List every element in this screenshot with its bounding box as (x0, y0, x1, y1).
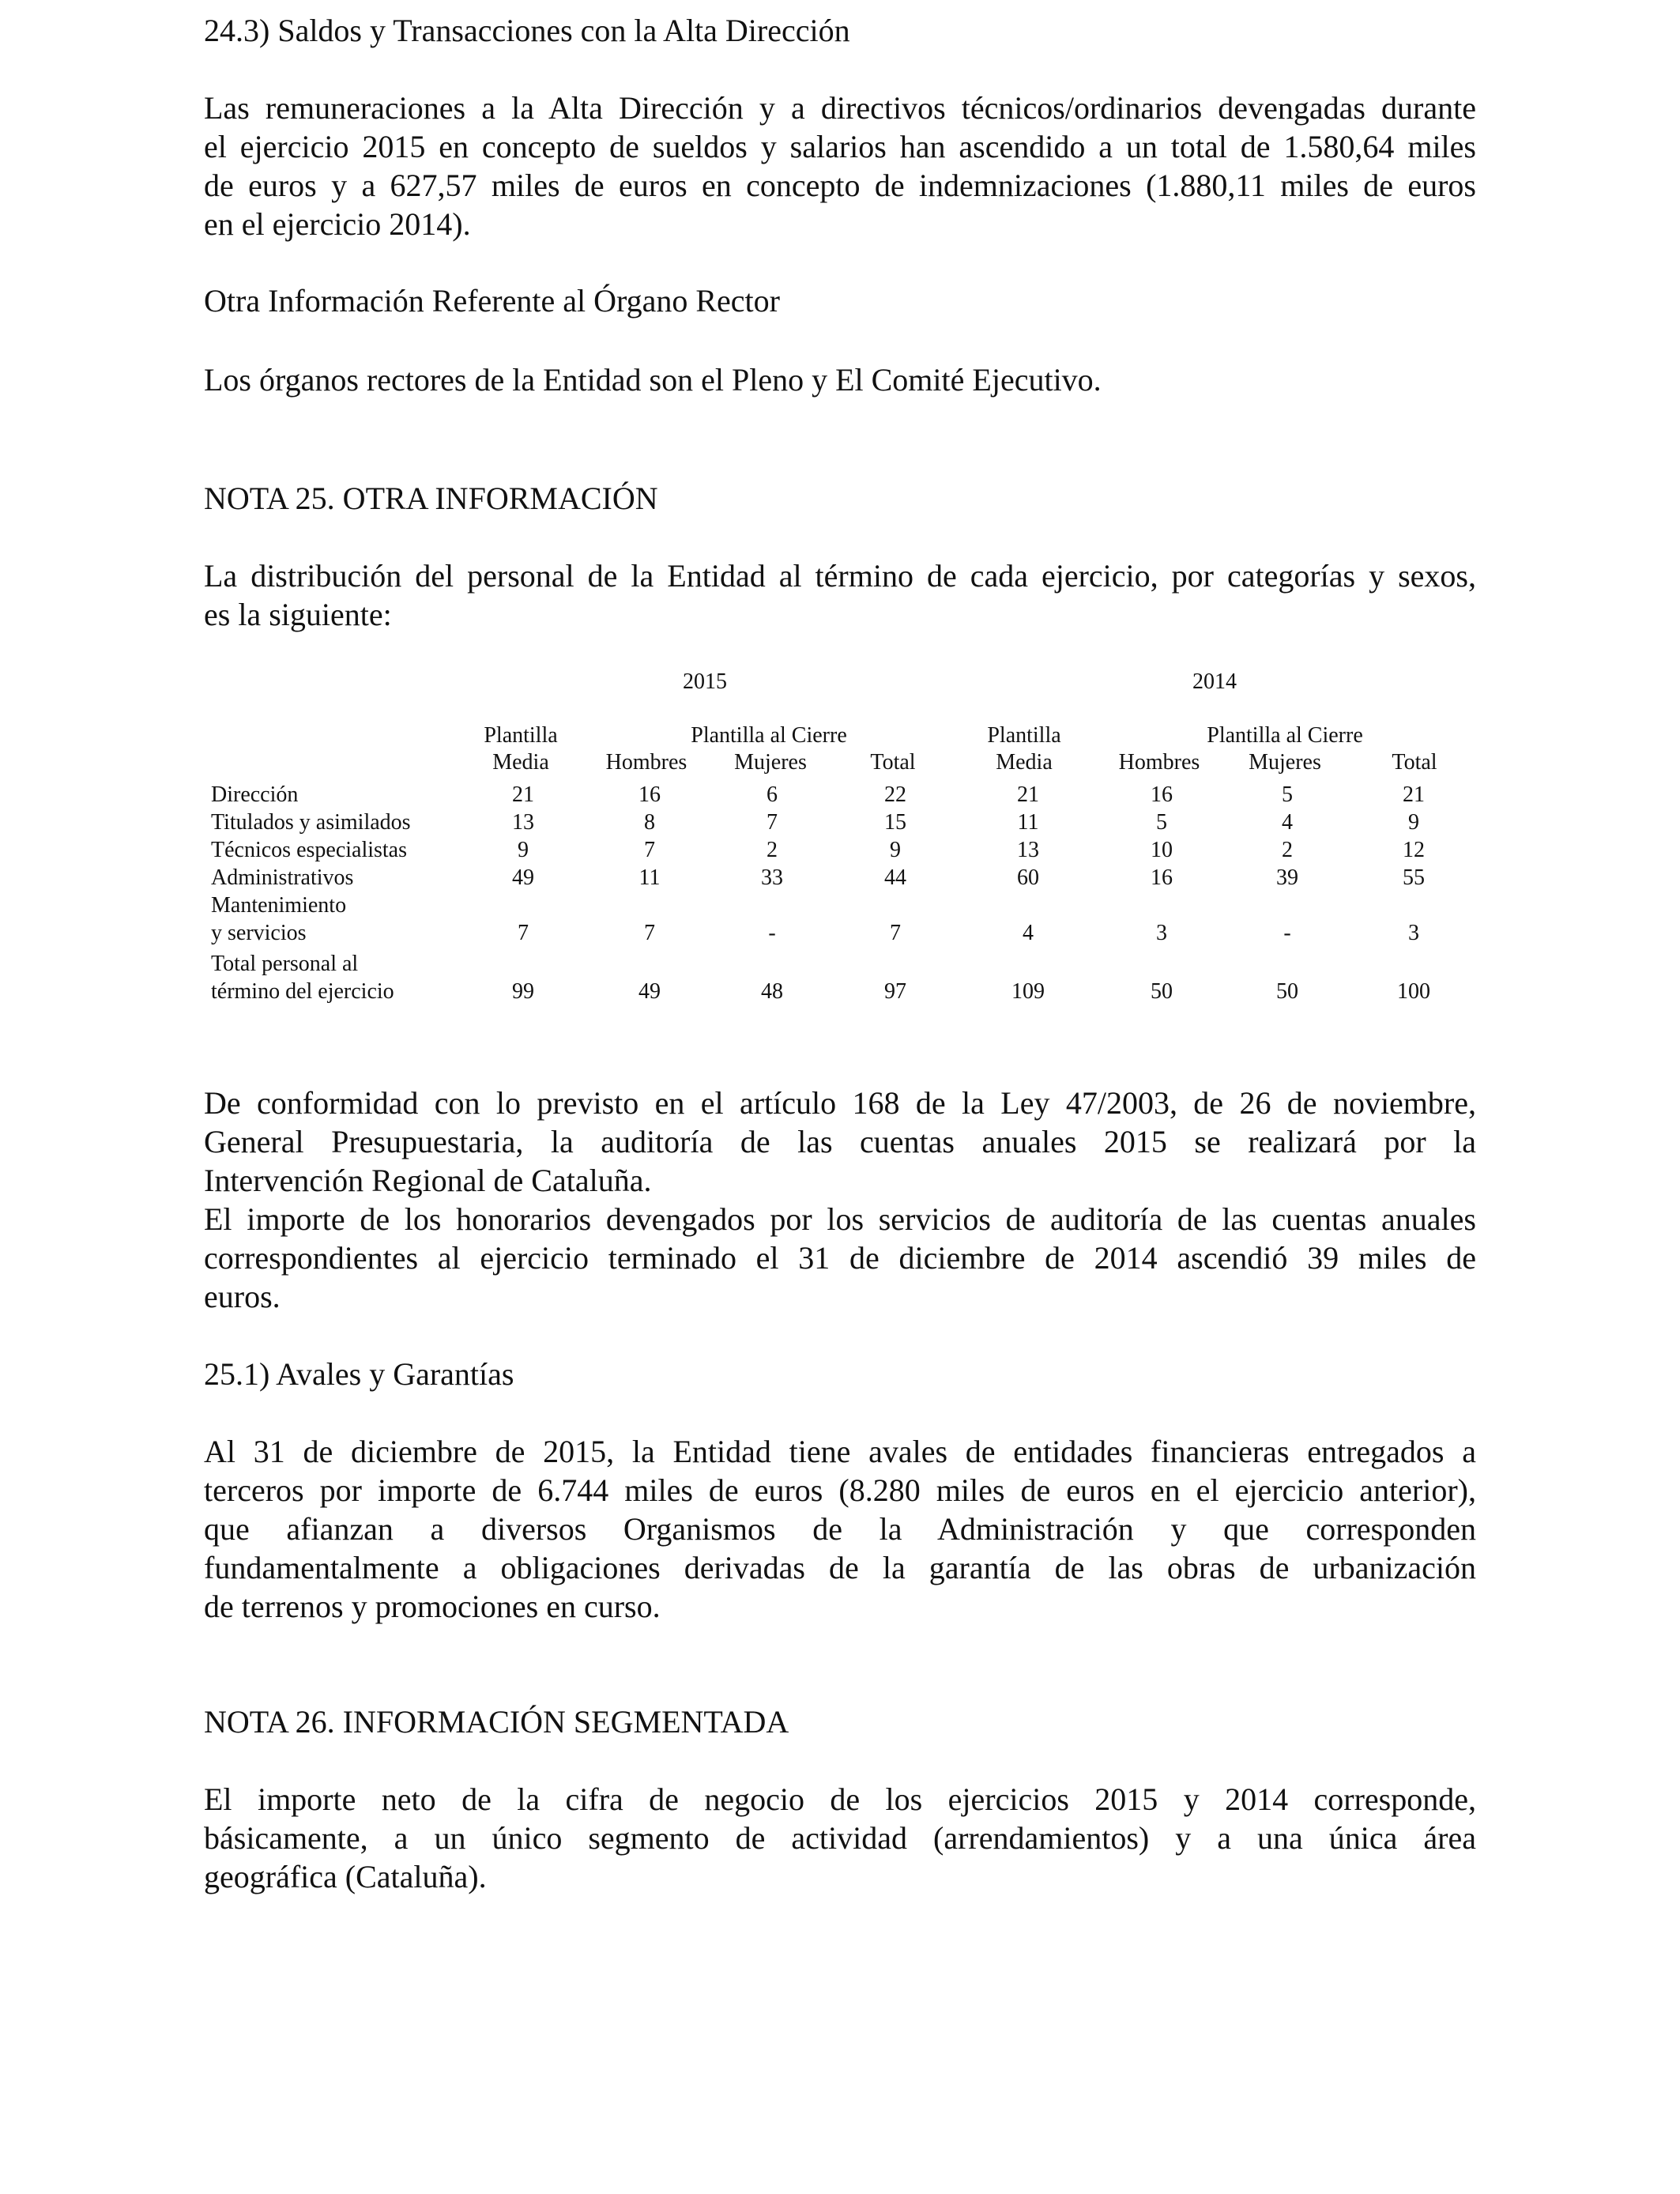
paragraph-line: De conformidad con lo previsto en el artículo 168 de la Ley 47/2003, de 26 de noviembre, (204, 1085, 1476, 1121)
table-cell: 55 (1403, 865, 1425, 890)
header-hombres-2014: Hombres (1118, 750, 1200, 775)
table-cell: 49 (512, 865, 534, 890)
table-cell: 50 (1276, 979, 1298, 1004)
table-cell: 6 (767, 782, 778, 807)
paragraph-line: General Presupuestaria, la auditoría de las cuentas anuales 2015 se realizará por la (204, 1124, 1476, 1159)
row-label: Titulados y asimilados (211, 810, 411, 835)
table-cell: 60 (1017, 865, 1039, 890)
table-cell: 99 (512, 979, 534, 1004)
table-cell: 7 (890, 921, 901, 945)
table-cell: 10 (1151, 838, 1173, 862)
section-25-1-paragraph (204, 1432, 1476, 1626)
paragraph-line: euros. (204, 1279, 281, 1314)
paragraph-line: El importe neto de la cifra de negocio de los ejercicios 2015 y 2014 corresponde, (204, 1781, 1476, 1817)
table-cell: 21 (512, 782, 534, 807)
row-label: y servicios (211, 921, 307, 945)
header-plantilla-cierre-2015: Plantilla al Cierre (691, 723, 847, 748)
table-cell: 12 (1403, 838, 1425, 862)
table-cell: 11 (638, 865, 661, 890)
section-25-1-heading: 25.1) Avales y Garantías (204, 1356, 514, 1392)
header-plantilla-2014: Plantilla (987, 723, 1061, 748)
paragraph-line: de euros y a 627,57 miles de euros en concepto de indemnizaciones (1.880,11 miles de euros (204, 168, 1476, 203)
paragraph-line: en el ejercicio 2014). (204, 206, 471, 242)
table-cell: 2 (1282, 838, 1293, 862)
table-cell: 7 (518, 921, 529, 945)
table-cell: 3 (1408, 921, 1419, 945)
header-plantilla-2015: Plantilla (484, 723, 558, 748)
table-cell: 7 (644, 838, 655, 862)
header-mujeres-2015: Mujeres (734, 750, 807, 775)
table-cell: 21 (1403, 782, 1425, 807)
paragraph-line: La distribución del personal de la Entidad al término de cada ejercicio, por categorías y sexos, (204, 558, 1476, 594)
organo-rector-paragraph: Los órganos rectores de la Entidad son el Pleno y El Comité Ejecutivo. (204, 362, 1102, 398)
table-cell: 9 (890, 838, 901, 862)
table-cell: 3 (1156, 921, 1167, 945)
table-cell: 49 (638, 979, 661, 1004)
table-cell: 5 (1156, 810, 1167, 835)
table-cell: 39 (1276, 865, 1298, 890)
table-cell: 8 (644, 810, 655, 835)
table-cell: 5 (1282, 782, 1293, 807)
organo-rector-subheading: Otra Información Referente al Órgano Rector (204, 283, 780, 319)
row-label: Administrativos (211, 865, 354, 890)
year-header-2014: 2014 (1192, 669, 1237, 694)
audit-paragraph (204, 1084, 1476, 1316)
table-cell: 13 (1017, 838, 1039, 862)
table-cell: 7 (767, 810, 778, 835)
paragraph-line: terceros por importe de 6.744 miles de euros (8.280 miles de euros en el ejercicio anterior), (204, 1472, 1476, 1508)
table-cell: - (1283, 921, 1291, 945)
nota-26-paragraph (204, 1780, 1476, 1896)
table-cell: 7 (644, 921, 655, 945)
paragraph-line: básicamente, a un único segmento de actividad (arrendamientos) y a una única área (204, 1820, 1476, 1856)
paragraph-line: geográfica (Cataluña). (204, 1859, 487, 1894)
table-cell: 22 (884, 782, 906, 807)
table-cell: 50 (1151, 979, 1173, 1004)
table-cell: 15 (884, 810, 906, 835)
table-cell: 44 (884, 865, 906, 890)
paragraph-line: Intervención Regional de Cataluña. (204, 1163, 652, 1198)
table-cell: 16 (1151, 782, 1173, 807)
table-cell: 109 (1011, 979, 1045, 1004)
header-total-2015: Total (870, 750, 916, 775)
paragraph-line: que afianzan a diversos Organismos de la Administración y que corresponden (204, 1511, 1476, 1547)
table-cell: 11 (1017, 810, 1039, 835)
row-label: Técnicos especialistas (211, 838, 408, 862)
table-cell: 9 (1408, 810, 1419, 835)
section-24-3-paragraph (204, 89, 1476, 243)
table-cell: 33 (761, 865, 783, 890)
paragraph-line: fundamentalmente a obligaciones derivadas de la garantía de las obras de urbanización (204, 1550, 1476, 1585)
paragraph-line: El importe de los honorarios devengados por los servicios de auditoría de las cuentas anuales (204, 1201, 1476, 1237)
paragraph-line: correspondientes al ejercicio terminado el 31 de diciembre de 2014 ascendió 39 miles de (204, 1240, 1476, 1276)
header-mujeres-2014: Mujeres (1249, 750, 1321, 775)
table-cell: 4 (1282, 810, 1293, 835)
table-cell: 100 (1397, 979, 1430, 1004)
table-cell: - (768, 921, 776, 945)
nota-26-heading: NOTA 26. INFORMACIÓN SEGMENTADA (204, 1704, 789, 1740)
section-24-3-heading: 24.3) Saldos y Transacciones con la Alta Dirección (204, 13, 850, 48)
row-label: Mantenimiento (211, 893, 347, 918)
paragraph-line: es la siguiente: (204, 597, 392, 632)
header-plantilla-cierre-2014: Plantilla al Cierre (1207, 723, 1363, 748)
row-label: Dirección (211, 782, 299, 807)
header-total-2014: Total (1392, 750, 1437, 775)
paragraph-line: Al 31 de diciembre de 2015, la Entidad tiene avales de entidades financieras entregados a (204, 1434, 1476, 1469)
table-cell: 48 (761, 979, 783, 1004)
nota-25-intro (204, 556, 1476, 634)
table-cell: 2 (767, 838, 778, 862)
paragraph-line: de terrenos y promociones en curso. (204, 1589, 661, 1624)
table-cell: 16 (638, 782, 661, 807)
paragraph-line: Las remuneraciones a la Alta Dirección y a directivos técnicos/ordinarios devengadas durante (204, 90, 1476, 126)
nota-25-heading: NOTA 25. OTRA INFORMACIÓN (204, 481, 658, 516)
table-cell: 13 (512, 810, 534, 835)
table-cell: 9 (518, 838, 529, 862)
row-label: Total personal al (211, 952, 359, 976)
table-cell: 4 (1023, 921, 1034, 945)
table-cell: 97 (884, 979, 906, 1004)
table-cell: 16 (1151, 865, 1173, 890)
year-header-2015: 2015 (683, 669, 727, 694)
paragraph-line: el ejercicio 2015 en concepto de sueldos y salarios han ascendido a un total de 1.580,64 miles (204, 129, 1476, 164)
header-hombres-2015: Hombres (605, 750, 687, 775)
header-media-2015: Media (492, 750, 549, 775)
header-media-2014: Media (996, 750, 1053, 775)
table-cell: 21 (1017, 782, 1039, 807)
row-label: término del ejercicio (211, 979, 394, 1004)
